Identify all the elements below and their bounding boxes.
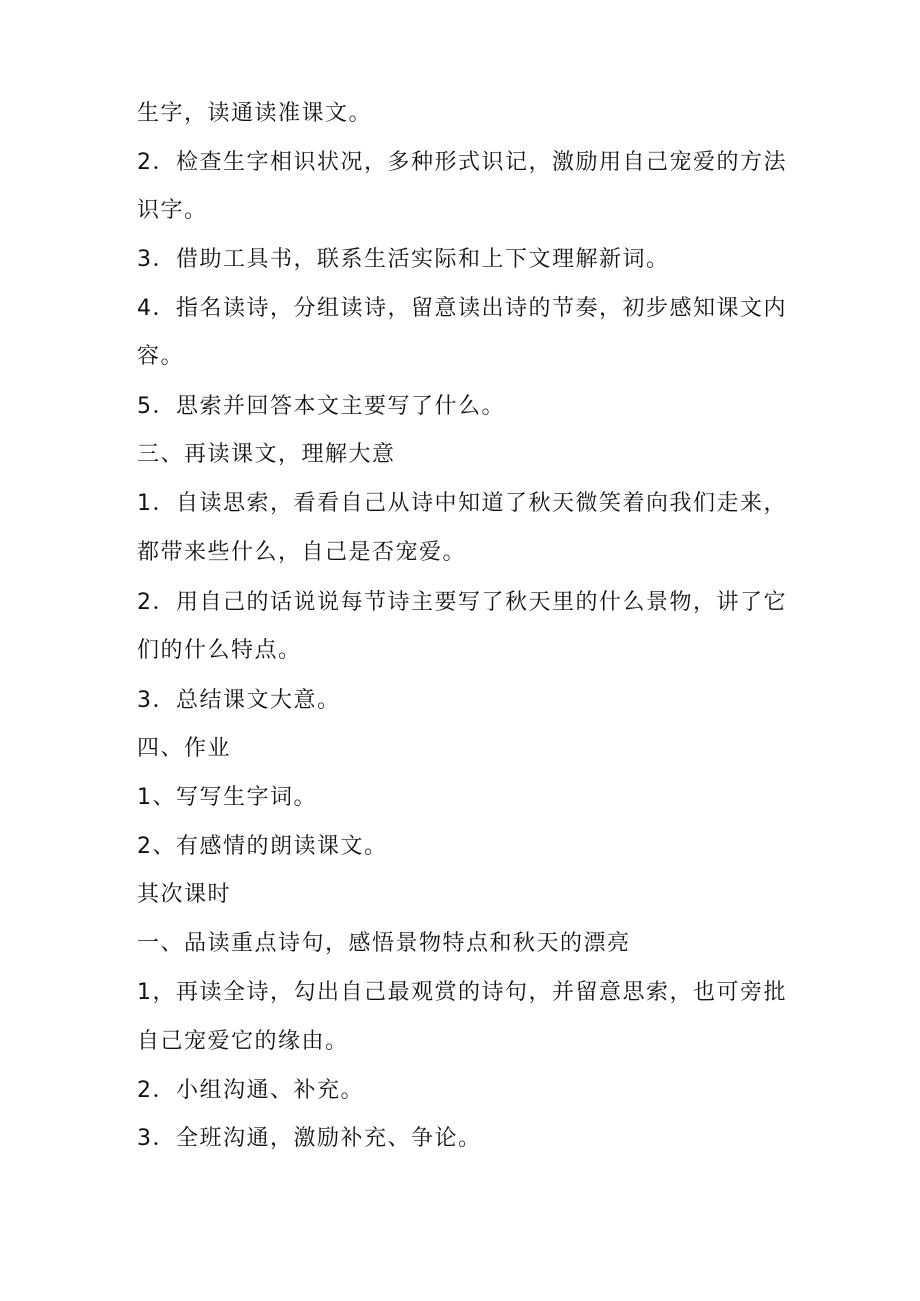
section-heading: 其次课时 <box>137 882 232 907</box>
text-line: 3．借助工具书，联系生活实际和上下文理解新词。 <box>137 247 670 272</box>
text-line: 2、有感情的朗读课文。 <box>137 834 388 859</box>
section-heading: 三、再读课文，理解大意 <box>137 442 396 467</box>
text-line: 自己宠爱它的缘由。 <box>137 1029 349 1054</box>
text-line: 2．用自己的话说说每节诗主要写了秋天里的什么景物，讲了它 <box>137 590 787 615</box>
text-line: 5．思索并回答本文主要写了什么。 <box>137 394 505 419</box>
text-line: 1、写写生字词。 <box>137 785 317 810</box>
text-line: 们的什么特点。 <box>137 638 302 663</box>
text-line: 3．全班沟通，激励补充、争论。 <box>137 1126 482 1151</box>
text-line: 2．小组沟通、补充。 <box>137 1078 364 1103</box>
text-line: 1．自读思索，看看自己从诗中知道了秋天微笑着向我们走来， <box>137 491 787 516</box>
text-line: 生字，读通读准课文。 <box>137 101 373 126</box>
text-line: 4．指名读诗，分组读诗，留意读出诗的节奏，初步感知课文内 <box>137 296 787 321</box>
text-line: 识字。 <box>137 198 208 223</box>
text-line: 都带来些什么，自己是否宠爱。 <box>137 540 467 565</box>
text-line: 1，再读全诗，勾出自己最观赏的诗句，并留意思索，也可旁批 <box>137 980 787 1005</box>
text-line: 3．总结课文大意。 <box>137 688 341 713</box>
text-line: 2．检查生字相识状况，多种形式识记，激励用自己宠爱的方法 <box>137 150 787 175</box>
text-line: 容。 <box>137 344 185 369</box>
section-heading: 一、品读重点诗句，感悟景物特点和秋天的漂亮 <box>137 931 631 956</box>
section-heading: 四、作业 <box>137 736 232 761</box>
